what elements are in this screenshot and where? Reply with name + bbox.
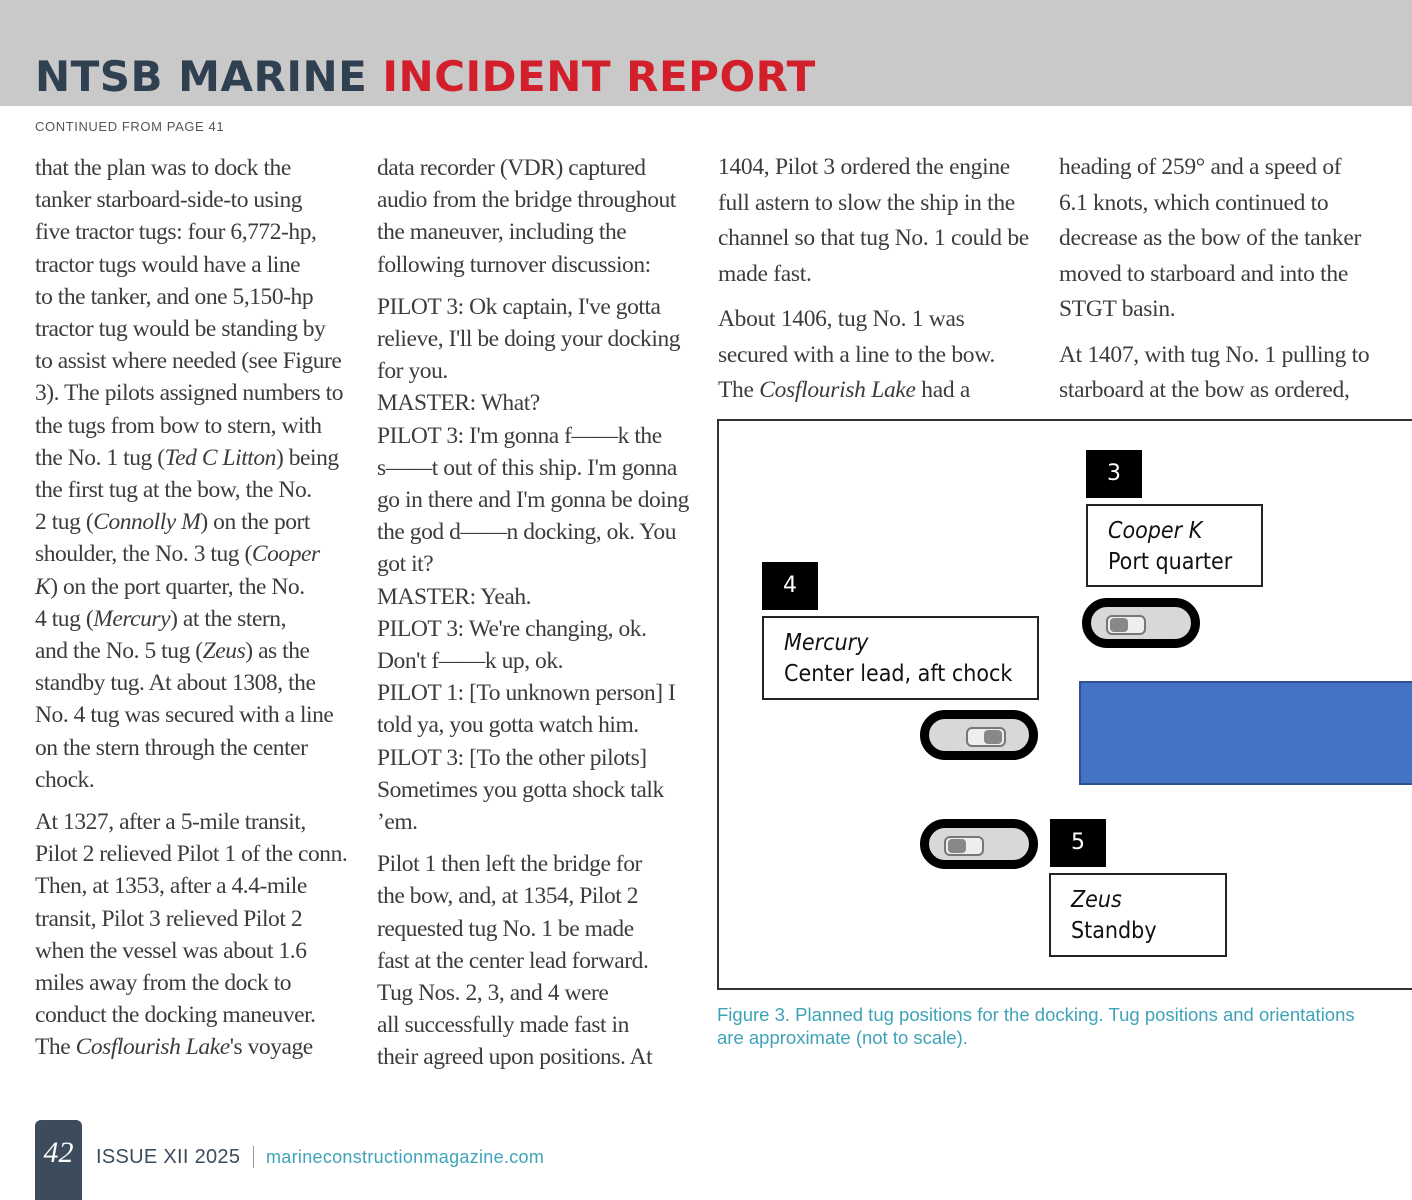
text-line: PILOT 3: We're changing, ok.	[377, 615, 647, 642]
text-line: secured with a line to the bow.	[718, 341, 995, 368]
text-line: the bow, and, at 1354, Pilot 2	[377, 883, 639, 910]
paragraph	[1059, 338, 1399, 409]
text-line: MASTER: What?	[377, 390, 540, 417]
tug-5-number: 5	[1050, 819, 1106, 867]
paragraph	[718, 302, 1043, 409]
text-line: go in there and I'm gonna be doing	[377, 487, 689, 514]
tug-cabin	[1106, 615, 1146, 635]
text-line: transit, Pilot 3 relieved Pilot 2	[35, 905, 303, 932]
text-line: chock.	[35, 766, 95, 793]
text-line: the first tug at the bow, the No.	[35, 477, 312, 504]
text-line: full astern to slow the ship in the	[718, 189, 1015, 216]
text-line: The Cosflourish Lake had a	[718, 377, 970, 403]
text-line: PILOT 3: Ok captain, I've gotta	[377, 293, 661, 320]
text-line: shoulder, the No. 3 tug (Cooper	[35, 541, 320, 568]
text-line: tractor tugs would have a line	[35, 251, 301, 278]
text-line: 2 tug (Connolly M) on the port	[35, 509, 311, 536]
text-line: s——t out of this ship. I'm gonna	[377, 454, 677, 481]
tug-3-name: Cooper K	[1108, 518, 1203, 544]
tug-3-label	[1086, 504, 1263, 587]
text-line: No. 4 tug was secured with a line	[35, 702, 334, 729]
tug-3-icon	[1082, 598, 1200, 648]
text-line: got it?	[377, 551, 434, 578]
paragraph	[1059, 150, 1399, 328]
tug-4-icon	[920, 710, 1038, 760]
tug-5-role: Standby	[1071, 918, 1157, 944]
text-line: fast at the center lead forward.	[377, 947, 649, 974]
tug-4-name: Mercury	[784, 630, 869, 656]
page-number: 42	[35, 1120, 82, 1200]
text-column-4	[1059, 150, 1399, 419]
tug-3-role: Port quarter	[1108, 549, 1233, 575]
tug-4-label	[762, 616, 1039, 700]
text-line: five tractor tugs: four 6,772-hp,	[35, 219, 317, 246]
text-line: Tug Nos. 2, 3, and 4 were	[377, 980, 609, 1007]
text-line: MASTER: Yeah.	[377, 583, 532, 610]
title-part1: NTSB MARINE	[35, 52, 368, 101]
text-line: PILOT 3: [To the other pilots]	[377, 744, 647, 771]
text-line: Don't f——k up, ok.	[377, 648, 564, 675]
tug-5-label	[1049, 873, 1227, 957]
text-line: standby tug. At about 1308, the	[35, 670, 316, 697]
text-line: the No. 1 tug (Ted C Litton) being	[35, 444, 339, 471]
text-line: to the tanker, and one 5,150-hp	[35, 283, 314, 310]
text-line: At 1407, with tug No. 1 pulling to	[1059, 341, 1370, 368]
text-line: and the No. 5 tug (Zeus) as the	[35, 638, 310, 665]
text-line: the tugs from bow to stern, with	[35, 412, 322, 439]
text-line: ’em.	[377, 809, 418, 836]
text-line: tanker starboard-side-to using	[35, 187, 303, 214]
issue-label: ISSUE XII 2025	[96, 1146, 241, 1168]
text-line: requested tug No. 1 be made	[377, 915, 634, 942]
report-title	[35, 52, 816, 102]
paragraph	[35, 152, 360, 796]
title-part2: INCIDENT REPORT	[382, 52, 816, 101]
text-line: to assist where needed (see Figure	[35, 348, 342, 375]
text-line: 1404, Pilot 3 ordered the engine	[718, 154, 1010, 180]
text-line: Then, at 1353, after a 4.4-mile	[35, 873, 307, 900]
text-line: data recorder (VDR) captured	[377, 155, 646, 181]
text-line: tractor tug would be standing by	[35, 316, 326, 343]
text-line: The Cosflourish Lake's voyage	[35, 1034, 313, 1061]
text-line: following turnover discussion:	[377, 251, 651, 278]
tug-position-diagram	[717, 419, 1412, 990]
paragraph	[377, 152, 702, 281]
text-line: starboard at the bow as ordered,	[1059, 377, 1350, 403]
tug-5-icon	[920, 819, 1038, 869]
text-line: their agreed upon positions. At	[377, 1044, 653, 1071]
text-line: told ya, you gotta watch him.	[377, 712, 639, 739]
text-line: miles away from the dock to	[35, 970, 292, 997]
tanker-vessel	[1079, 681, 1412, 785]
text-line: K) on the port quarter, the No.	[35, 573, 305, 600]
text-line: the maneuver, including the	[377, 219, 627, 246]
text-line: for you.	[377, 358, 448, 385]
text-column-3	[718, 150, 1043, 419]
tug-3-number: 3	[1086, 450, 1142, 498]
text-line: About 1406, tug No. 1 was	[718, 306, 965, 332]
text-line: made fast.	[718, 260, 812, 287]
paragraph	[377, 291, 702, 838]
paragraph	[377, 848, 702, 1073]
text-line: conduct the docking maneuver.	[35, 1002, 316, 1029]
text-line: moved to starboard and into the	[1059, 260, 1348, 287]
tug-5-name: Zeus	[1071, 887, 1122, 913]
tug-cabin	[966, 727, 1006, 747]
text-line: 4 tug (Mercury) at the stern,	[35, 605, 287, 632]
text-line: PILOT 1: [To unknown person] I	[377, 680, 676, 707]
tug-cabin	[944, 836, 984, 856]
website-link[interactable]: marineconstructionmagazine.com	[266, 1147, 545, 1167]
text-line: Pilot 2 relieved Pilot 1 of the conn.	[35, 841, 348, 868]
paragraph	[35, 806, 360, 1064]
text-line: all successfully made fast in	[377, 1012, 629, 1039]
text-line: relieve, I'll be doing your docking	[377, 326, 681, 353]
text-line: on the stern through the center	[35, 734, 308, 761]
figure-caption: Figure 3. Planned tug positions for the docking. Tug positions and orientations are approximate (not to scale).	[717, 1004, 1355, 1048]
text-line: STGT basin.	[1059, 296, 1176, 322]
tug-4-role: Center lead, aft chock	[784, 661, 1013, 687]
paragraph	[718, 150, 1043, 292]
text-column-2	[377, 152, 702, 1084]
text-line: that the plan was to dock the	[35, 155, 291, 181]
text-column-1	[35, 152, 360, 1074]
text-line: Pilot 1 then left the bridge for	[377, 851, 642, 878]
text-line: when the vessel was about 1.6	[35, 937, 307, 964]
text-line: 3). The pilots assigned numbers to	[35, 380, 344, 407]
text-line: PILOT 3: I'm gonna f——k the	[377, 422, 662, 449]
text-line: audio from the bridge throughout	[377, 187, 676, 214]
text-line: decrease as the bow of the tanker	[1059, 225, 1361, 251]
text-line: heading of 259° and a speed of	[1059, 154, 1342, 180]
text-line: At 1327, after a 5-mile transit,	[35, 809, 306, 836]
text-line: 6.1 knots, which continued to	[1059, 189, 1329, 216]
text-line: the god d——n docking, ok. You	[377, 519, 676, 546]
tug-4-number: 4	[762, 562, 818, 610]
footer-divider	[253, 1146, 254, 1168]
header-banner	[0, 0, 1412, 106]
text-line: channel so that tug No. 1 could be	[718, 225, 1029, 251]
continued-note: CONTINUED FROM PAGE 41	[35, 119, 225, 134]
text-line: Sometimes you gotta shock talk	[377, 776, 664, 803]
